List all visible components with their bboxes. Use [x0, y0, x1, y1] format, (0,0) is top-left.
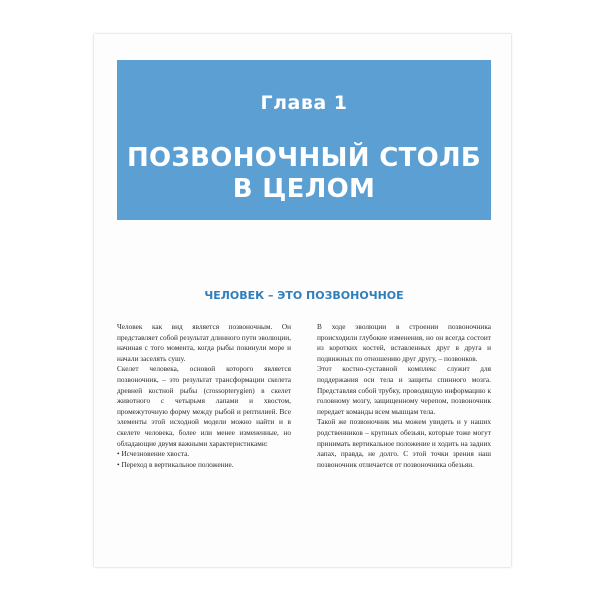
paragraph: Скелет человека, основой которого является позвоночник, – это результат трансформации скелета древней костной рыбы (crossopterygien) в скелет животного с четырьмя лапами и хвостом, промежуточную форму между рыбой и рептилией. Все элементы этой исходной модели можно найти и в скелете человека, более или менее измененные, но обладающие двумя важными характеристиками: — [117, 364, 291, 448]
bullet-item: • Переход в вертикальное положение. — [117, 459, 234, 469]
paragraph: В ходе эволюции в строении позвоночника происходили глубокие изменения, но он всегда состоит из коротких костей, вставленных друг в друга и подвижных по отношению друг другу, – позвонков. — [317, 322, 491, 363]
paragraph: Такой же позвоночник мы можем увидеть и у наших родственников – крупных обезьян, которые тоже могут принимать вертикальное положение и ходить на задних лапах, правда, не долго. С этой точки зрения наш позвоночник отличается от позвоночника обезьян. — [317, 417, 491, 469]
chapter-title-line-2: В ЦЕЛОМ — [232, 174, 376, 204]
right-text-column — [317, 322, 491, 470]
paragraph: Человек как вид является позвоночным. Он представляет собой результат длинного пути эволюции, начиная с того момента, когда рыбы покинули море и начали заселять сушу. — [117, 322, 291, 363]
bullet-item: • Исчезновение хвоста. — [117, 449, 190, 459]
section-heading: ЧЕЛОВЕК – ЭТО ПОЗВОНОЧНОЕ — [204, 289, 404, 302]
chapter-title-line-1: ПОЗВОНОЧНЫЙ СТОЛБ — [126, 143, 482, 173]
paragraph: Этот костно-суставной комплекс служит для поддержания оси тела и защиты спинного мозга. Представляя собой трубку, проводящую информацию к головному мозгу, защищенному черепом, позвоночник передает команды всем мышцам тела. — [317, 364, 491, 416]
left-text-column — [117, 322, 291, 470]
chapter-label: Глава 1 — [260, 92, 348, 114]
chapter-title — [117, 143, 491, 205]
chapter-banner — [117, 60, 491, 220]
